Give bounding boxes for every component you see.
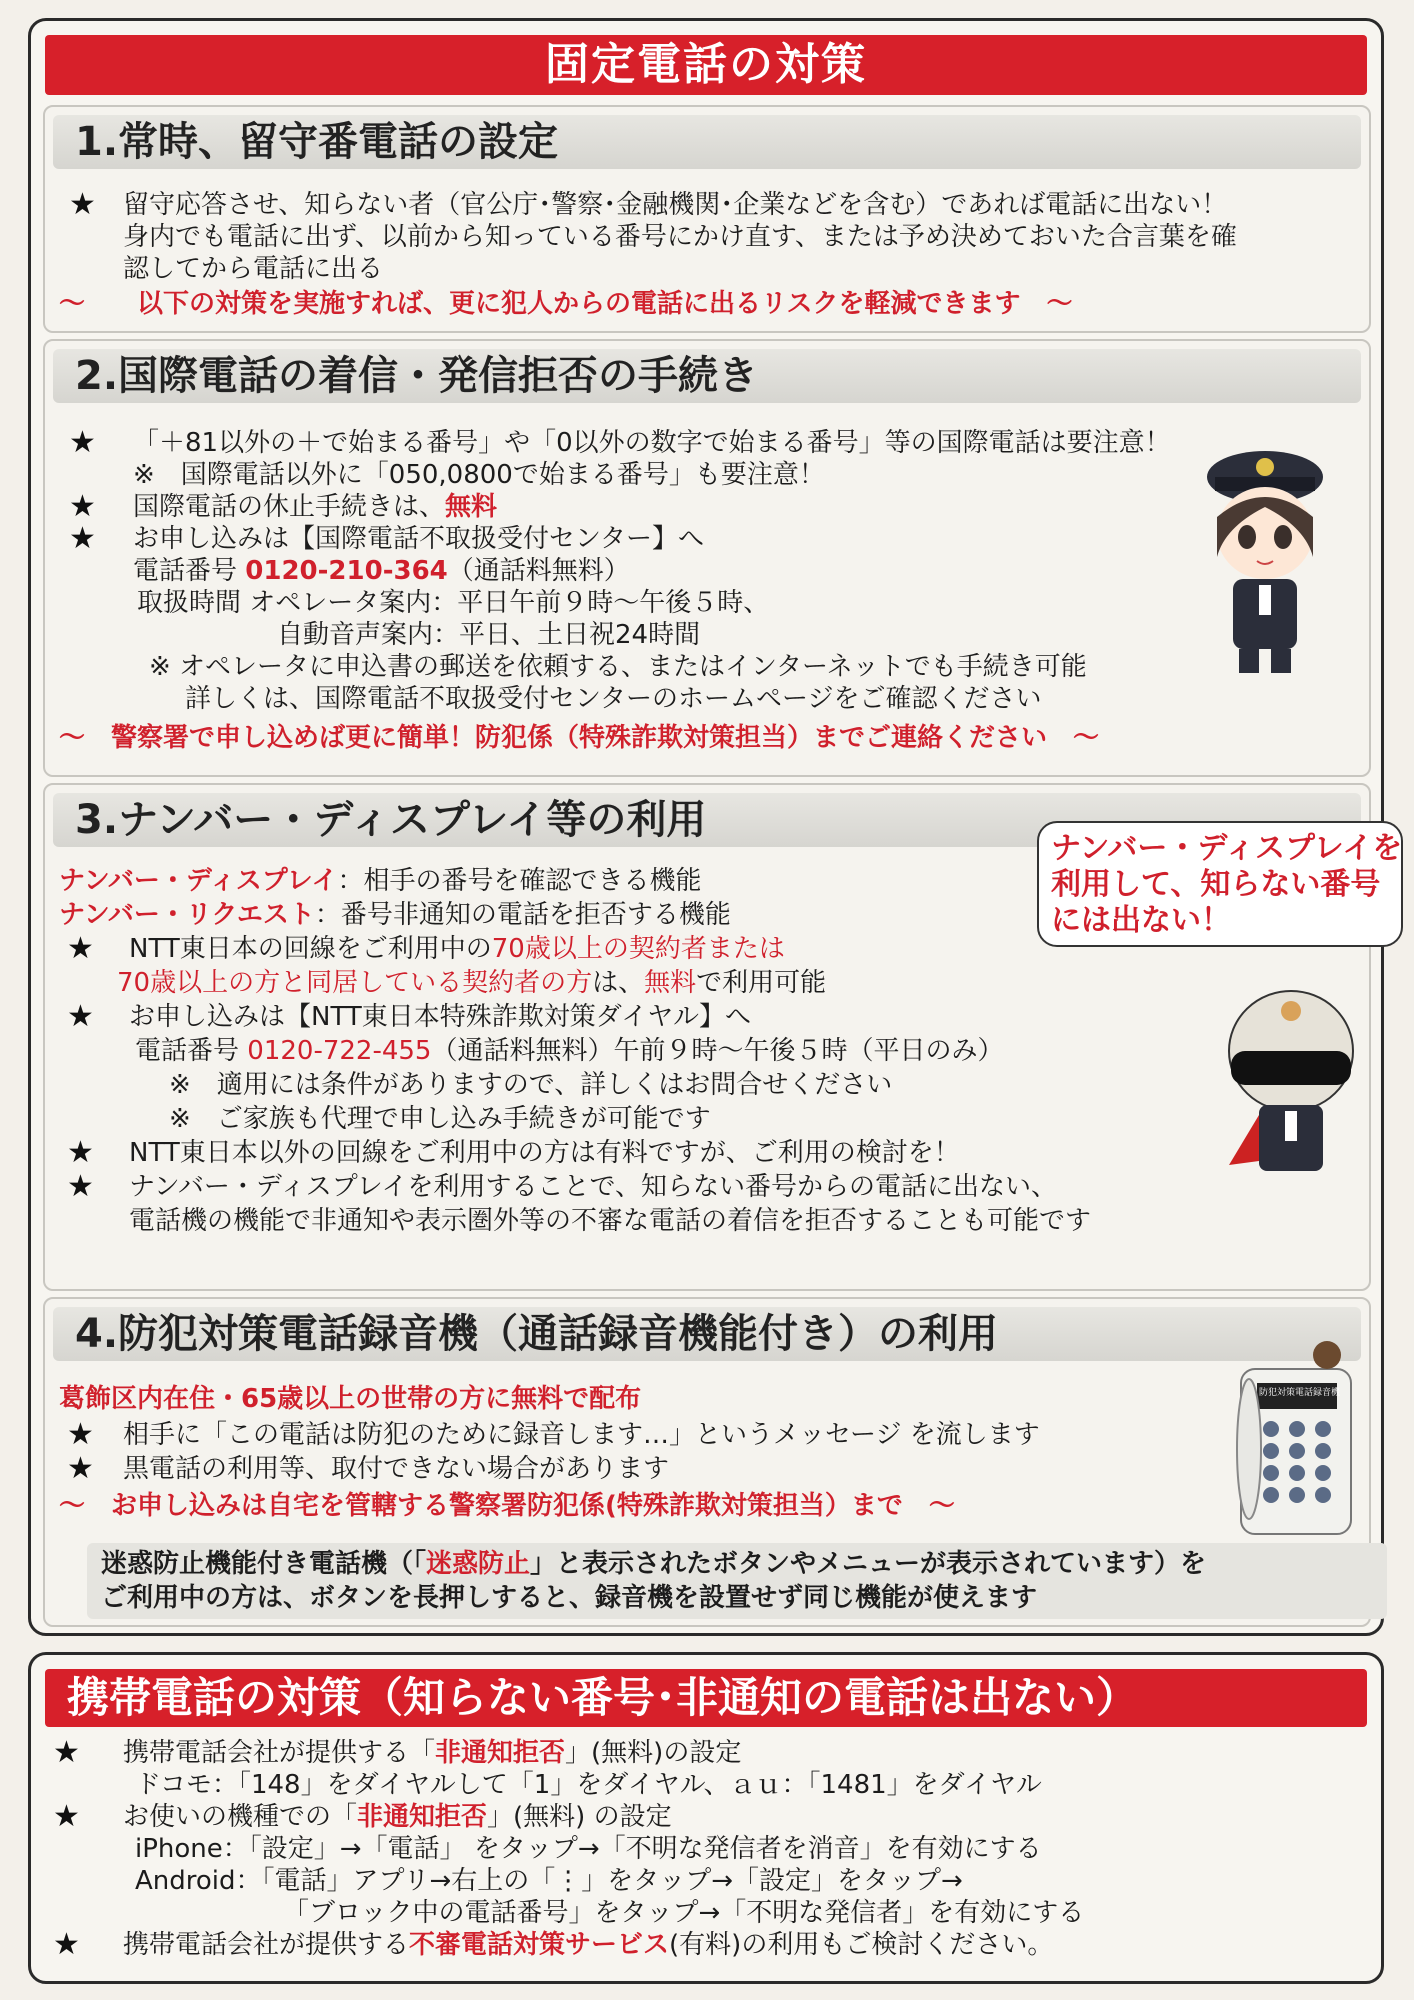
anti-nuisance-highlight: 迷惑防止 bbox=[426, 1549, 531, 1579]
landline-panel bbox=[28, 18, 1403, 1636]
section-2-line: 自動音声案内：平日、土日祝24時間 bbox=[277, 620, 701, 650]
bubble-line: 利用して、知らない番号 bbox=[1051, 867, 1381, 902]
text-fragment: NTT東日本の回線をご利用中の bbox=[129, 934, 492, 964]
star-icon: ★ bbox=[53, 1927, 80, 1962]
section-2-line: ※ オペレータに申込書の郵送を依頼する、またはインターネットでも手続き可能 bbox=[149, 652, 1087, 682]
section-2-title: 2.国際電話の着信・発信拒否の手続き bbox=[53, 349, 1361, 403]
section-2-line: 取扱時間 オペレータ案内：平日午前９時～午後５時、 bbox=[137, 588, 770, 618]
section-1-callout: ～ 以下の対策を実施すれば、更に犯人からの電話に出るリスクを軽減できます ～ bbox=[59, 289, 1073, 319]
section-2-phone-line bbox=[133, 555, 630, 587]
text-fragment: 電話番号 bbox=[133, 556, 238, 586]
star-icon: ★ bbox=[67, 931, 94, 966]
free-highlight: 無料 bbox=[644, 968, 697, 998]
text-fragment: （通話料無料）午前９時～午後５時（平日のみ） bbox=[431, 1036, 1004, 1066]
phone-recorder-device-icon bbox=[1231, 1329, 1361, 1539]
text-fragment: 」(無料) の設定 bbox=[487, 1802, 672, 1832]
section-3-line: ※ 適用には条件がありますので、詳しくはお問合せください bbox=[169, 1070, 893, 1100]
section-4-line: 相手に「この電話は防犯のために録音します…」というメッセージ を流します bbox=[123, 1420, 1040, 1450]
mobile-line: 「ブロック中の電話番号」をタップ→「不明な発信者」を有効にする bbox=[283, 1898, 1085, 1928]
text-fragment: （通話料無料） bbox=[447, 556, 630, 586]
section-3-line: NTT東日本以外の回線をご利用中の方は有料ですが、ご利用の検討を！ bbox=[129, 1138, 960, 1168]
section-3-line: ※ ご家族も代理で申し込み手続きが可能です bbox=[169, 1104, 711, 1134]
section-1-line: 認してから電話に出る bbox=[123, 254, 384, 284]
section-2-line: お申し込みは【国際電話不取扱受付センター】へ bbox=[133, 524, 704, 554]
number-display-label: ナンバー・ディスプレイ bbox=[59, 866, 338, 896]
text-fragment: お使いの機種での「 bbox=[123, 1802, 358, 1832]
star-icon: ★ bbox=[53, 1735, 80, 1770]
landline-banner-title: 固定電話の対策 bbox=[45, 35, 1367, 95]
section-international-calls bbox=[43, 339, 1371, 777]
section-3-line: ナンバー・ディスプレイを利用することで、知らない番号からの電話に出ない、 bbox=[129, 1172, 1057, 1202]
star-icon: ★ bbox=[67, 1417, 94, 1452]
star-icon: ★ bbox=[69, 521, 96, 556]
bubble-line: には出ない！ bbox=[1051, 903, 1231, 938]
section-4-callout: ～ お申し込みは自宅を管轄する警察署防犯係(特殊詐欺対策担当）まで ～ bbox=[59, 1491, 955, 1521]
mobile-line bbox=[123, 1737, 741, 1769]
section-2-callout: ～ 警察署で申し込めば更に簡単！防犯係（特殊詐欺対策担当）までご連絡ください ～ bbox=[59, 723, 1100, 753]
text-fragment: 携帯電話会社が提供する「 bbox=[123, 1738, 436, 1768]
section-1-title: 1.常時、留守番電話の設定 bbox=[53, 115, 1361, 169]
section-2-line: ※ 国際電話以外に「050,0800で始まる番号」も要注意！ bbox=[133, 460, 825, 490]
section-4-title: 4.防犯対策電話録音機（通話録音機能付き）の利用 bbox=[53, 1307, 1361, 1361]
section-2-line: 詳しくは、国際電話不取扱受付センターのホームページをご確認ください bbox=[185, 684, 1042, 714]
text-fragment: で利用可能 bbox=[696, 968, 827, 998]
section-3-line bbox=[129, 933, 785, 965]
section-3-line: 電話機の機能で非通知や表示圏外等の不審な電話の着信を拒否することも可能です bbox=[129, 1206, 1092, 1236]
star-icon: ★ bbox=[67, 999, 94, 1034]
note-line: ご利用中の方は、ボタンを長押しすると、録音機を設置せず同じ機能が使えます bbox=[101, 1583, 1038, 1613]
bubble-line: ナンバー・ディスプレイを bbox=[1051, 831, 1403, 866]
section-2-line bbox=[133, 491, 497, 523]
mobile-line: ドコモ：「148」をダイヤルして「1」をダイヤル、ａｕ：「1481」をダイヤル bbox=[135, 1770, 1042, 1800]
text-fragment: 」(無料)の設定 bbox=[565, 1738, 742, 1768]
star-icon: ★ bbox=[69, 187, 96, 222]
star-icon: ★ bbox=[69, 425, 96, 460]
suspicious-call-service-highlight: 不審電話対策サービス bbox=[409, 1930, 670, 1960]
text-fragment: 」と表示されたボタンやメニューが表示されています）を bbox=[530, 1549, 1207, 1579]
text-fragment: は、 bbox=[592, 968, 645, 998]
speech-bubble bbox=[1037, 821, 1403, 947]
caller-id-block-highlight: 非通知拒否 bbox=[435, 1738, 566, 1768]
star-icon: ★ bbox=[67, 1135, 94, 1170]
section-3-title: 3.ナンバー・ディスプレイ等の利用 bbox=[53, 793, 1361, 847]
helmet-mascot-icon bbox=[1215, 985, 1365, 1185]
free-highlight: 無料 bbox=[445, 492, 498, 522]
text-fragment: 迷惑防止機能付き電話機（「 bbox=[101, 1549, 427, 1579]
eligibility-highlight: 70歳以上の契約者または bbox=[491, 934, 785, 964]
mobile-line: iPhone：「設定」→「電話」 をタップ→「不明な発信者を消音」を有効にする bbox=[135, 1834, 1042, 1864]
police-officer-mascot-icon bbox=[1195, 437, 1335, 677]
star-icon: ★ bbox=[69, 489, 96, 524]
caller-id-block-highlight: 非通知拒否 bbox=[357, 1802, 488, 1832]
mobile-line: Android：「電話」アプリ→右上の「⋮」をタップ→「設定」をタップ→ bbox=[135, 1866, 963, 1896]
section-3-phone-line bbox=[135, 1035, 1003, 1067]
text-fragment: ：相手の番号を確認できる機能 bbox=[337, 866, 702, 896]
star-icon: ★ bbox=[67, 1451, 94, 1486]
section-1-line: 留守応答させ、知らない者（官公庁･警察･金融機関･企業などを含む）であれば電話に出ない！ bbox=[123, 190, 1228, 220]
device-label: 防犯対策電話録音機 bbox=[1259, 1388, 1341, 1398]
section-3-line bbox=[117, 967, 826, 999]
number-request-label: ナンバー・リクエスト bbox=[59, 900, 315, 930]
mobile-line bbox=[123, 1801, 672, 1833]
mobile-banner-title: 携帯電話の対策（知らない番号･非通知の電話は出ない） bbox=[45, 1669, 1367, 1727]
mobile-panel bbox=[28, 1652, 1384, 1984]
section-4-subtitle: 葛飾区内在住・65歳以上の世帯の方に無料で配布 bbox=[59, 1384, 642, 1414]
text-fragment: ：番号非通知の電話を拒否する機能 bbox=[314, 900, 731, 930]
text-fragment: (有料)の利用もご検討ください。 bbox=[669, 1930, 1054, 1960]
mobile-line bbox=[123, 1929, 1053, 1961]
anti-nuisance-note bbox=[87, 1543, 1387, 1619]
number-request-line bbox=[59, 899, 731, 931]
section-4-line: 黒電話の利用等、取付できない場合があります bbox=[123, 1454, 670, 1484]
section-answering-machine bbox=[43, 105, 1371, 333]
text-fragment: 国際電話の休止手続きは、 bbox=[133, 492, 446, 522]
number-display-line bbox=[59, 865, 701, 897]
eligibility-highlight: 70歳以上の方と同居している契約者の方 bbox=[117, 968, 593, 998]
note-line bbox=[101, 1547, 1373, 1581]
text-fragment: 携帯電話会社が提供する bbox=[123, 1930, 410, 1960]
text-fragment: 電話番号 bbox=[135, 1036, 240, 1066]
section-2-line: 「＋81以外の＋で始まる番号」や「0以外の数字で始まる番号」等の国際電話は要注意！ bbox=[133, 428, 1171, 458]
star-icon: ★ bbox=[67, 1169, 94, 1204]
section-1-line: 身内でも電話に出ず、以前から知っている番号にかけ直す、または予め決めておいた合言葉を確 bbox=[123, 222, 1237, 252]
star-icon: ★ bbox=[53, 1799, 80, 1834]
phone-number: 0120-210-364 bbox=[245, 556, 448, 586]
phone-number: 0120-722-455 bbox=[247, 1036, 432, 1066]
section-3-line: お申し込みは【NTT東日本特殊詐欺対策ダイヤル】へ bbox=[129, 1002, 751, 1032]
